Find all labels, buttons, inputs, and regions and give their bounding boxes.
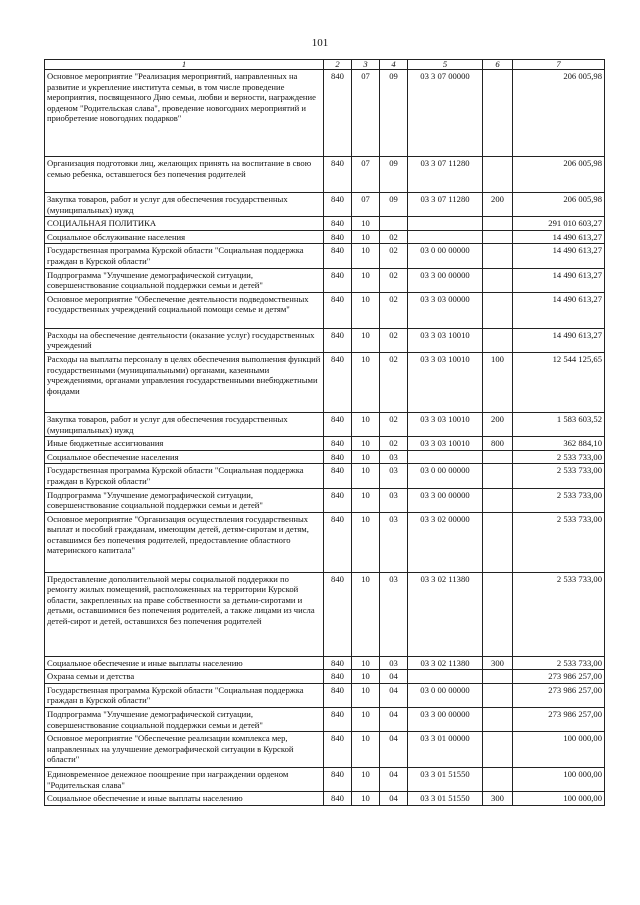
row-target-article: 03 3 01 00000	[408, 732, 483, 768]
row-expense-type	[483, 292, 513, 328]
row-amount: 2 533 733,00	[513, 656, 605, 670]
row-ministry-code: 840	[324, 488, 352, 512]
row-name: Единовременное денежное поощрение при награждении орденом "Родительская слава"	[45, 768, 324, 792]
row-section-code: 10	[352, 512, 380, 572]
table-row	[45, 217, 605, 231]
row-ministry-code: 840	[324, 708, 352, 732]
row-subsection-code: 03	[380, 450, 408, 464]
row-amount: 2 533 733,00	[513, 572, 605, 656]
table-row	[45, 732, 605, 768]
row-amount: 2 533 733,00	[513, 512, 605, 572]
header-col-5: 5	[408, 60, 483, 70]
row-ministry-code: 840	[324, 792, 352, 806]
table-row	[45, 352, 605, 412]
row-amount: 100 000,00	[513, 732, 605, 768]
row-subsection-code: 02	[380, 292, 408, 328]
table-row	[45, 268, 605, 292]
row-name: Основное мероприятие "Организация осуществления государственных выплат и пособий гражданам, имеющим детей, детям-сиротам и детям, оставшимся без попечения родителей, предоставление областного материнского капитала"	[45, 512, 324, 572]
row-ministry-code: 840	[324, 512, 352, 572]
row-expense-type	[483, 683, 513, 707]
header-row	[45, 60, 605, 70]
row-target-article: 03 3 02 11380	[408, 656, 483, 670]
row-amount: 273 986 257,00	[513, 683, 605, 707]
row-ministry-code: 840	[324, 244, 352, 268]
row-expense-type: 200	[483, 412, 513, 436]
row-target-article: 03 0 00 00000	[408, 464, 483, 488]
row-target-article: 03 3 00 00000	[408, 708, 483, 732]
row-subsection-code: 02	[380, 328, 408, 352]
row-section-code: 10	[352, 412, 380, 436]
row-target-article: 03 3 03 10010	[408, 328, 483, 352]
row-target-article: 03 3 03 10010	[408, 412, 483, 436]
row-expense-type: 800	[483, 437, 513, 451]
table-row	[45, 157, 605, 193]
header-col-4: 4	[380, 60, 408, 70]
row-name: СОЦИАЛЬНАЯ ПОЛИТИКА	[45, 217, 324, 231]
row-target-article: 03 3 03 10010	[408, 437, 483, 451]
row-section-code: 10	[352, 292, 380, 328]
header-col-7: 7	[513, 60, 605, 70]
budget-table	[44, 59, 605, 806]
header-col-3: 3	[352, 60, 380, 70]
table-row	[45, 656, 605, 670]
table-row	[45, 708, 605, 732]
row-name: Подпрограмма "Улучшение демографической ситуации, совершенствование социальной поддержки семьи и детей"	[45, 708, 324, 732]
row-amount: 362 884,10	[513, 437, 605, 451]
table-row	[45, 670, 605, 684]
row-subsection-code: 04	[380, 683, 408, 707]
row-section-code: 10	[352, 732, 380, 768]
row-subsection-code: 04	[380, 768, 408, 792]
row-section-code: 07	[352, 157, 380, 193]
row-name: Социальное обеспечение и иные выплаты населению	[45, 656, 324, 670]
row-target-article	[408, 670, 483, 684]
row-section-code: 10	[352, 230, 380, 244]
row-ministry-code: 840	[324, 450, 352, 464]
row-expense-type: 300	[483, 792, 513, 806]
row-ministry-code: 840	[324, 572, 352, 656]
row-name: Государственная программа Курской области "Социальная поддержка граждан в Курской области"	[45, 683, 324, 707]
row-section-code: 10	[352, 572, 380, 656]
row-target-article: 03 3 02 11380	[408, 572, 483, 656]
table-row	[45, 70, 605, 157]
row-expense-type	[483, 244, 513, 268]
row-subsection-code: 03	[380, 512, 408, 572]
row-target-article: 03 3 02 00000	[408, 512, 483, 572]
row-expense-type	[483, 328, 513, 352]
row-expense-type	[483, 230, 513, 244]
row-amount: 291 010 603,27	[513, 217, 605, 231]
table-row	[45, 437, 605, 451]
row-section-code: 07	[352, 193, 380, 217]
row-ministry-code: 840	[324, 292, 352, 328]
row-subsection-code: 02	[380, 244, 408, 268]
row-section-code: 10	[352, 328, 380, 352]
row-amount: 273 986 257,00	[513, 670, 605, 684]
row-subsection-code: 04	[380, 732, 408, 768]
table-row	[45, 488, 605, 512]
row-amount: 2 533 733,00	[513, 464, 605, 488]
row-amount: 1 583 603,52	[513, 412, 605, 436]
row-ministry-code: 840	[324, 193, 352, 217]
row-name: Подпрограмма "Улучшение демографической ситуации, совершенствование социальной поддержки семьи и детей"	[45, 488, 324, 512]
row-amount: 206 005,98	[513, 193, 605, 217]
row-name: Государственная программа Курской области "Социальная поддержка граждан в Курской области"	[45, 244, 324, 268]
row-target-article: 03 3 00 00000	[408, 488, 483, 512]
row-subsection-code: 09	[380, 193, 408, 217]
row-name: Закупка товаров, работ и услуг для обеспечения государственных (муниципальных) нужд	[45, 193, 324, 217]
header-col-2: 2	[324, 60, 352, 70]
header-col-1: 1	[45, 60, 324, 70]
row-target-article: 03 0 00 00000	[408, 244, 483, 268]
row-subsection-code: 09	[380, 157, 408, 193]
row-ministry-code: 840	[324, 412, 352, 436]
row-name: Расходы на выплаты персоналу в целях обеспечения выполнения функций государственными (муниципальными) органами, казенными учреждениями, органами управления государственными внебюджетными фондами	[45, 352, 324, 412]
row-expense-type	[483, 488, 513, 512]
row-subsection-code: 03	[380, 572, 408, 656]
header-col-6: 6	[483, 60, 513, 70]
row-expense-type	[483, 572, 513, 656]
row-subsection-code: 02	[380, 268, 408, 292]
row-ministry-code: 840	[324, 437, 352, 451]
row-section-code: 10	[352, 268, 380, 292]
row-section-code: 10	[352, 464, 380, 488]
row-section-code: 10	[352, 683, 380, 707]
row-target-article: 03 0 00 00000	[408, 683, 483, 707]
table-row	[45, 450, 605, 464]
table-row	[45, 230, 605, 244]
table-row	[45, 193, 605, 217]
row-name: Закупка товаров, работ и услуг для обеспечения государственных (муниципальных) нужд	[45, 412, 324, 436]
row-target-article: 03 3 07 11280	[408, 157, 483, 193]
row-ministry-code: 840	[324, 732, 352, 768]
row-target-article: 03 3 01 51550	[408, 792, 483, 806]
row-subsection-code: 03	[380, 488, 408, 512]
row-amount: 14 490 613,27	[513, 230, 605, 244]
row-expense-type	[483, 732, 513, 768]
row-ministry-code: 840	[324, 70, 352, 157]
row-amount: 206 005,98	[513, 70, 605, 157]
row-target-article: 03 3 07 00000	[408, 70, 483, 157]
row-amount: 12 544 125,65	[513, 352, 605, 412]
row-expense-type	[483, 450, 513, 464]
table-row	[45, 792, 605, 806]
row-expense-type	[483, 768, 513, 792]
table-row	[45, 464, 605, 488]
table-row	[45, 768, 605, 792]
row-expense-type: 100	[483, 352, 513, 412]
row-ministry-code: 840	[324, 683, 352, 707]
row-amount: 14 490 613,27	[513, 268, 605, 292]
row-name: Подпрограмма "Улучшение демографической ситуации, совершенствование социальной поддержки семьи и детей"	[45, 268, 324, 292]
row-subsection-code: 02	[380, 352, 408, 412]
row-section-code: 10	[352, 792, 380, 806]
row-target-article	[408, 217, 483, 231]
row-expense-type	[483, 268, 513, 292]
row-name: Социальное обеспечение и иные выплаты населению	[45, 792, 324, 806]
row-amount: 100 000,00	[513, 768, 605, 792]
row-target-article	[408, 230, 483, 244]
row-ministry-code: 840	[324, 217, 352, 231]
row-ministry-code: 840	[324, 670, 352, 684]
table-row	[45, 512, 605, 572]
row-name: Социальное обеспечение населения	[45, 450, 324, 464]
row-name: Охрана семьи и детства	[45, 670, 324, 684]
row-section-code: 10	[352, 488, 380, 512]
row-subsection-code: 02	[380, 230, 408, 244]
row-subsection-code: 04	[380, 670, 408, 684]
row-section-code: 10	[352, 437, 380, 451]
row-ministry-code: 840	[324, 157, 352, 193]
row-section-code: 07	[352, 70, 380, 157]
row-target-article: 03 3 07 11280	[408, 193, 483, 217]
table-row	[45, 412, 605, 436]
row-subsection-code: 03	[380, 464, 408, 488]
row-name: Основное мероприятие "Обеспечение реализации комплекса мер, направленных на улучшение демографической ситуации в Курской области"	[45, 732, 324, 768]
row-ministry-code: 840	[324, 230, 352, 244]
table-row	[45, 244, 605, 268]
row-subsection-code: 04	[380, 792, 408, 806]
row-section-code: 10	[352, 217, 380, 231]
row-ministry-code: 840	[324, 768, 352, 792]
row-ministry-code: 840	[324, 328, 352, 352]
row-ministry-code: 840	[324, 268, 352, 292]
row-subsection-code	[380, 217, 408, 231]
row-subsection-code: 03	[380, 656, 408, 670]
row-name: Основное мероприятие "Реализация мероприятий, направленных на развитие и укрепление института семьи, в том числе проведение мероприятия, посвященного Дню семьи, любви и верности, награждение орденом "Родительская слава", проведение новогодних мероприятий и приобретение новогодних подарков"	[45, 70, 324, 157]
row-name: Предоставление дополнительной меры социальной поддержки по ремонту жилых помещений, расположенных на территории Курской области, закрепленных на праве собственности за детьми-сиротами и детьми, оставшимися без попечения родителей, а также лицами из числа детей-сирот и детей, оставшихся без попечения родителей	[45, 572, 324, 656]
row-amount: 273 986 257,00	[513, 708, 605, 732]
row-section-code: 10	[352, 450, 380, 464]
row-section-code: 10	[352, 708, 380, 732]
row-ministry-code: 840	[324, 656, 352, 670]
row-amount: 14 490 613,27	[513, 244, 605, 268]
row-section-code: 10	[352, 656, 380, 670]
row-name: Расходы на обеспечение деятельности (оказание услуг) государственных учреждений	[45, 328, 324, 352]
row-target-article: 03 3 00 00000	[408, 268, 483, 292]
row-subsection-code: 02	[380, 412, 408, 436]
row-section-code: 10	[352, 768, 380, 792]
row-expense-type	[483, 217, 513, 231]
row-ministry-code: 840	[324, 352, 352, 412]
row-expense-type	[483, 512, 513, 572]
row-target-article: 03 3 03 10010	[408, 352, 483, 412]
row-amount: 2 533 733,00	[513, 488, 605, 512]
row-expense-type	[483, 708, 513, 732]
row-amount: 14 490 613,27	[513, 292, 605, 328]
page-number: 101	[311, 37, 329, 49]
row-target-article	[408, 450, 483, 464]
table-row	[45, 572, 605, 656]
row-name: Организация подготовки лиц, желающих принять на воспитание в свою семью ребенка, оставшегося без попечения родителей	[45, 157, 324, 193]
row-expense-type	[483, 464, 513, 488]
row-expense-type	[483, 70, 513, 157]
row-ministry-code: 840	[324, 464, 352, 488]
table-row	[45, 683, 605, 707]
row-name: Социальное обслуживание населения	[45, 230, 324, 244]
row-target-article: 03 3 03 00000	[408, 292, 483, 328]
row-section-code: 10	[352, 352, 380, 412]
row-name: Основное мероприятие "Обеспечение деятельности подведомственных государственных учреждений социальной помощи семье и детям"	[45, 292, 324, 328]
row-amount: 14 490 613,27	[513, 328, 605, 352]
table-row	[45, 328, 605, 352]
row-subsection-code: 02	[380, 437, 408, 451]
row-target-article: 03 3 01 51550	[408, 768, 483, 792]
row-subsection-code: 09	[380, 70, 408, 157]
row-name: Государственная программа Курской области "Социальная поддержка граждан в Курской области"	[45, 464, 324, 488]
row-amount: 100 000,00	[513, 792, 605, 806]
row-section-code: 10	[352, 244, 380, 268]
row-expense-type	[483, 157, 513, 193]
row-expense-type	[483, 670, 513, 684]
row-expense-type: 200	[483, 193, 513, 217]
row-amount: 206 005,98	[513, 157, 605, 193]
row-expense-type: 300	[483, 656, 513, 670]
table-row	[45, 292, 605, 328]
row-subsection-code: 04	[380, 708, 408, 732]
row-amount: 2 533 733,00	[513, 450, 605, 464]
row-section-code: 10	[352, 670, 380, 684]
row-name: Иные бюджетные ассигнования	[45, 437, 324, 451]
